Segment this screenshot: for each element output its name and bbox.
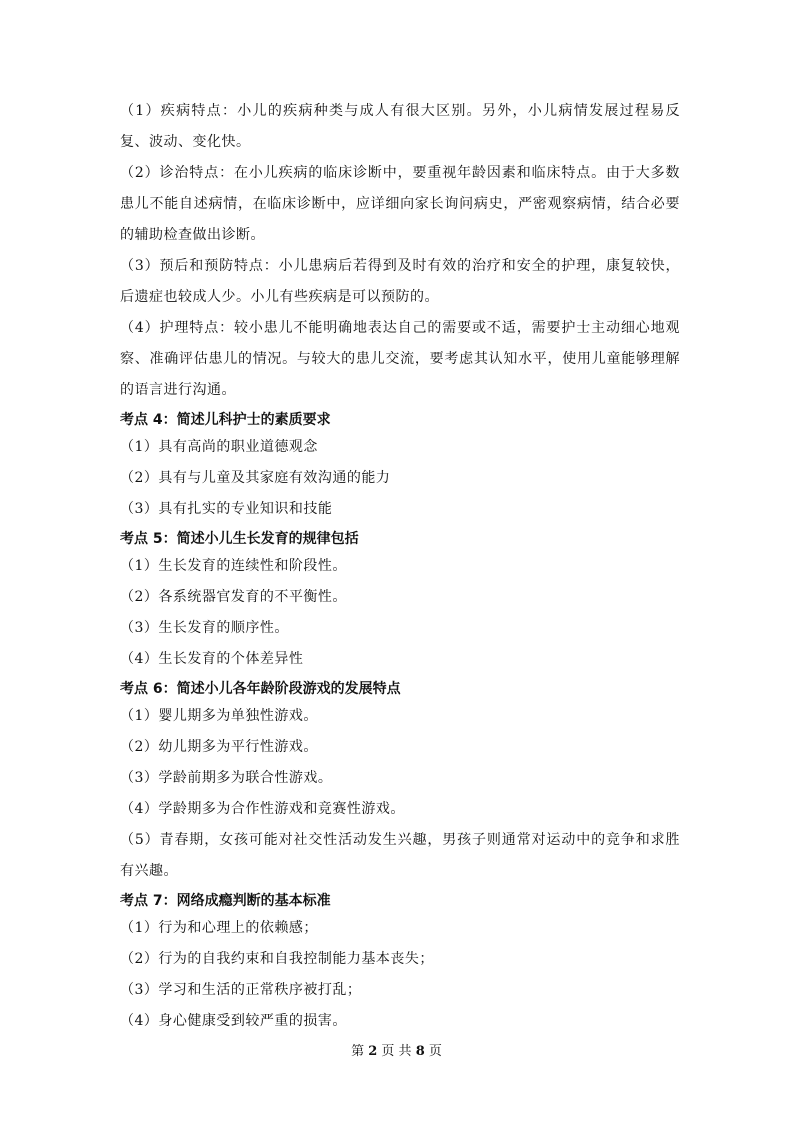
list-item: （2）行为的自我约束和自我控制能力基本丧失； — [120, 951, 434, 967]
paragraph-diagnosis-features: （2）诊治特点：在小儿疾病的临床诊断中，要重视年龄因素和临床特点。由于大多数患儿不能自述病情，在临床诊断中，应详细向家长询问病史，严密观察病情，结合必要的辅助检查做出诊断。 — [120, 165, 680, 243]
page-footer — [0, 1040, 793, 1059]
list-item: （4）身心健康受到较严重的损害。 — [120, 1013, 347, 1029]
footer-suffix: 页 — [428, 1044, 442, 1059]
list-item: （1）生长发育的连续性和阶段性。 — [120, 558, 347, 574]
footer-total-pages: 8 — [415, 1044, 425, 1059]
list-item: （1）婴儿期多为单独性游戏。 — [120, 708, 318, 724]
section-heading-7: 考点 7：网络成瘾判断的基本标准 — [120, 893, 331, 909]
footer-page-number: 2 — [368, 1044, 378, 1059]
list-item: （3）具有扎实的专业知识和技能 — [120, 501, 333, 517]
list-item: （2）各系统器官发育的不平衡性。 — [120, 589, 347, 605]
list-item: （5）青春期，女孩可能对社交性活动发生兴趣，男孩子则通常对运动中的竞争和求胜有兴趣。 — [120, 832, 680, 879]
section-heading-4: 考点 4：简述儿科护士的素质要求 — [120, 412, 331, 428]
list-item: （1）具有高尚的职业道德观念 — [120, 439, 318, 455]
list-item: （3）学习和生活的正常秩序被打乱； — [120, 982, 362, 998]
list-item: （3）学龄前期多为联合性游戏。 — [120, 770, 333, 786]
paragraph-disease-features: （1）疾病特点：小儿的疾病种类与成人有很大区别。另外，小儿病情发展过程易反复、波动、变化快。 — [120, 103, 680, 150]
list-item: （2）幼儿期多为平行性游戏。 — [120, 739, 318, 755]
section-heading-5: 考点 5：简述小儿生长发育的规律包括 — [120, 531, 359, 547]
list-item: （4）生长发育的个体差异性 — [120, 651, 304, 667]
list-item: （3）生长发育的顺序性。 — [120, 620, 289, 636]
footer-prefix: 第 — [351, 1044, 365, 1059]
paragraph-nursing-features: （4）护理特点：较小患儿不能明确地表达自己的需要或不适，需要护士主动细心地观察、准确评估患儿的情况。与较大的患儿交流，要考虑其认知水平，使用儿童能够理解的语言进行沟通。 — [120, 320, 680, 398]
section-heading-6: 考点 6：简述小儿各年龄阶段游戏的发展特点 — [120, 681, 401, 697]
list-item: （1）行为和心理上的依赖感； — [120, 920, 318, 936]
paragraph-prognosis-features: （3）预后和预防特点：小儿患病后若得到及时有效的治疗和安全的护理，康复较快，后遗症也较成人少。小儿有些疾病是可以预防的。 — [120, 258, 680, 305]
list-item: （2）具有与儿童及其家庭有效沟通的能力 — [120, 470, 391, 486]
list-item: （4）学龄期多为合作性游戏和竞赛性游戏。 — [120, 801, 405, 817]
footer-middle: 页 共 — [381, 1044, 412, 1059]
page-content — [120, 96, 680, 1037]
